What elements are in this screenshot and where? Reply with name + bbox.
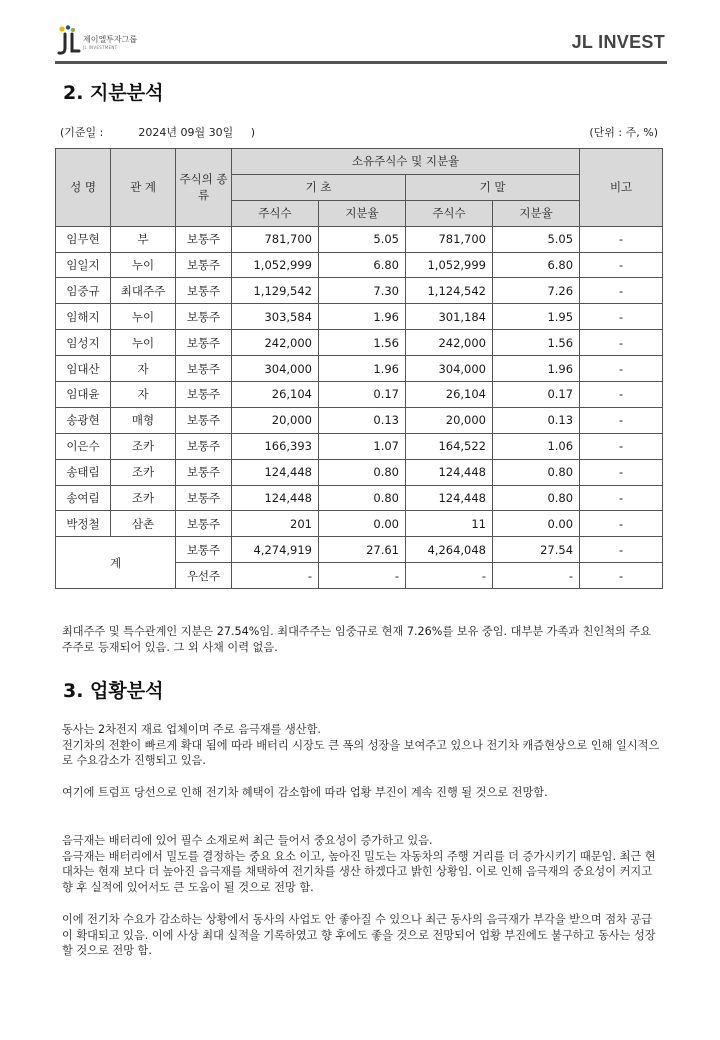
cell-end-shares: 242,000 <box>406 330 493 356</box>
cell-begin-ratio: 5.05 <box>319 226 406 252</box>
table-row <box>56 433 663 459</box>
cell-relation: 삼촌 <box>111 511 176 537</box>
cell-relation: 누이 <box>111 330 176 356</box>
total-label: 계 <box>56 537 176 589</box>
cell-name: 송여림 <box>56 485 111 511</box>
cell-stock-type: 보통주 <box>176 278 232 304</box>
cell-begin-shares: 124,448 <box>232 459 319 485</box>
cell-name: 임해지 <box>56 304 111 330</box>
cell-begin-shares: 304,000 <box>232 356 319 382</box>
cell-end-ratio: 1.96 <box>493 356 580 382</box>
cell-end-ratio: 1.95 <box>493 304 580 330</box>
table-row <box>56 356 663 382</box>
cell-stock-type: 우선주 <box>176 563 232 589</box>
header-end-shares: 주식수 <box>406 200 493 226</box>
cell-begin-ratio: 6.80 <box>319 252 406 278</box>
industry-paragraph-4: 이에 전기차 수요가 감소하는 상황에서 동사의 사업도 안 좋아질 수 있으나 최근 동사의 음극재가 부각을 받으며 점차 공급이 확대되고 있음. 이에 사상 최대 실적을 기록하였고 향 후에도 좋을 것으로 전망되어 업황 부진에도 불구하고 동사는 성장 할 것으로 전망 함. <box>62 913 656 957</box>
cell-begin-ratio: 0.17 <box>319 382 406 408</box>
cell-end-shares: - <box>406 563 493 589</box>
logo-text: 제이엘투자그룹 <box>83 35 138 44</box>
cell-begin-shares: 26,104 <box>232 382 319 408</box>
cell-relation: 조카 <box>111 433 176 459</box>
cell-end-shares: 304,000 <box>406 356 493 382</box>
cell-name: 임무현 <box>56 226 111 252</box>
table-row <box>56 252 663 278</box>
header-end-ratio: 지분율 <box>493 200 580 226</box>
cell-note: - <box>580 537 663 563</box>
company-logo <box>55 24 175 58</box>
table-row <box>56 304 663 330</box>
table-row <box>56 407 663 433</box>
cell-begin-shares: 1,052,999 <box>232 252 319 278</box>
cell-end-shares: 164,522 <box>406 433 493 459</box>
unit-label: (단위 : 주, %) <box>589 126 658 139</box>
cell-begin-ratio: 1.56 <box>319 330 406 356</box>
cell-name: 임중규 <box>56 278 111 304</box>
cell-begin-shares: 20,000 <box>232 407 319 433</box>
cell-begin-ratio: - <box>319 563 406 589</box>
cell-begin-ratio: 0.00 <box>319 511 406 537</box>
cell-stock-type: 보통주 <box>176 330 232 356</box>
cell-relation: 자 <box>111 382 176 408</box>
cell-end-shares: 124,448 <box>406 459 493 485</box>
jl-logo-icon <box>55 24 83 58</box>
cell-note: - <box>580 459 663 485</box>
cell-end-shares: 1,052,999 <box>406 252 493 278</box>
industry-paragraph-3 <box>62 833 660 895</box>
cell-note: - <box>580 382 663 408</box>
cell-name: 임성지 <box>56 330 111 356</box>
cell-begin-shares: 303,584 <box>232 304 319 330</box>
share-summary: 최대주주 및 특수관계인 지분은 27.54%임. 최대주주는 임중규로 현재 7.26%를 보유 중임. 대부분 가족과 친인척의 주요 주주로 등재되어 있음. 그 외 사채 이력 없음. <box>62 625 651 654</box>
cell-note: - <box>580 252 663 278</box>
cell-end-ratio: 7.26 <box>493 278 580 304</box>
header-holdings: 소유주식수 및 지분율 <box>232 149 580 175</box>
industry-paragraph-1 <box>62 722 660 769</box>
cell-name: 송태림 <box>56 459 111 485</box>
cell-relation: 조카 <box>111 459 176 485</box>
cell-begin-shares: 1,129,542 <box>232 278 319 304</box>
cell-stock-type: 보통주 <box>176 407 232 433</box>
cell-begin-shares: 201 <box>232 511 319 537</box>
cell-note: - <box>580 356 663 382</box>
logo-subtext: JL INVESTMENT <box>83 45 118 50</box>
cell-end-ratio: 5.05 <box>493 226 580 252</box>
cell-begin-shares: 242,000 <box>232 330 319 356</box>
cell-begin-ratio: 1.96 <box>319 356 406 382</box>
cell-begin-shares: 166,393 <box>232 433 319 459</box>
table-row <box>56 511 663 537</box>
header-relation: 관 계 <box>111 149 176 227</box>
cell-note: - <box>580 226 663 252</box>
base-date-label: (기준일 : <box>60 126 104 139</box>
section-title-industry-analysis: 3. 업황분석 <box>63 680 164 702</box>
cell-begin-ratio: 0.80 <box>319 485 406 511</box>
cell-name: 박정철 <box>56 511 111 537</box>
industry-p3-line1: 음극재는 배터리에 있어 필수 소재로써 최근 들어서 중요성이 증가하고 있음. <box>62 834 433 847</box>
table-row <box>56 382 663 408</box>
cell-stock-type: 보통주 <box>176 382 232 408</box>
header-begin-shares: 주식수 <box>232 200 319 226</box>
cell-begin-ratio: 1.96 <box>319 304 406 330</box>
cell-name: 이은수 <box>56 433 111 459</box>
header-stock-type: 주식의 종류 <box>176 149 232 227</box>
cell-note: - <box>580 278 663 304</box>
cell-end-ratio: 0.80 <box>493 485 580 511</box>
cell-end-ratio: 0.80 <box>493 459 580 485</box>
cell-note: - <box>580 485 663 511</box>
cell-stock-type: 보통주 <box>176 252 232 278</box>
shareholding-table <box>55 148 663 589</box>
cell-end-shares: 301,184 <box>406 304 493 330</box>
cell-stock-type: 보통주 <box>176 537 232 563</box>
cell-end-ratio: 27.54 <box>493 537 580 563</box>
cell-relation: 부 <box>111 226 176 252</box>
base-date-value: 2024년 09월 30일 <box>138 126 234 139</box>
industry-p3-line2: 음극재는 배터리에서 밀도를 결정하는 중요 요소 이고, 높아진 밀도는 자동차의 주행 거리를 더 증가시키기 때문임. 최근 현대차는 현재 보다 더 높아진 음극재를 채택하여 전기차를 생산 하겠다고 밝힌 상황임. 이로 인해 음극재의 중요성이 커지고 향 후 실적에 있어서도 큰 도움이 될 것으로 전망 함. <box>62 849 656 894</box>
cell-end-ratio: 0.00 <box>493 511 580 537</box>
page-header <box>55 24 667 64</box>
cell-begin-ratio: 0.80 <box>319 459 406 485</box>
cell-begin-shares: 4,274,919 <box>232 537 319 563</box>
cell-end-shares: 4,264,048 <box>406 537 493 563</box>
cell-note: - <box>580 330 663 356</box>
cell-stock-type: 보통주 <box>176 485 232 511</box>
header-name: 성 명 <box>56 149 111 227</box>
cell-end-ratio: 1.56 <box>493 330 580 356</box>
cell-relation: 매형 <box>111 407 176 433</box>
header-begin: 기 초 <box>232 174 406 200</box>
cell-end-shares: 1,124,542 <box>406 278 493 304</box>
section-title-share-analysis: 2. 지분분석 <box>63 82 164 104</box>
cell-stock-type: 보통주 <box>176 304 232 330</box>
industry-paragraph-2: 여기에 트럼프 당선으로 인해 전기차 혜택이 감소함에 따라 업황 부진이 계속 진행 될 것으로 전망함. <box>62 786 548 799</box>
cell-name: 송광현 <box>56 407 111 433</box>
cell-relation: 누이 <box>111 252 176 278</box>
cell-stock-type: 보통주 <box>176 511 232 537</box>
table-row <box>56 330 663 356</box>
cell-note: - <box>580 563 663 589</box>
cell-end-shares: 20,000 <box>406 407 493 433</box>
cell-end-ratio: 0.13 <box>493 407 580 433</box>
cell-relation: 최대주주 <box>111 278 176 304</box>
cell-note: - <box>580 407 663 433</box>
table-row <box>56 459 663 485</box>
shareholding-rows <box>56 226 663 588</box>
cell-begin-shares: 124,448 <box>232 485 319 511</box>
table-row <box>56 226 663 252</box>
cell-note: - <box>580 433 663 459</box>
cell-begin-shares: 781,700 <box>232 226 319 252</box>
cell-end-ratio: 0.17 <box>493 382 580 408</box>
cell-stock-type: 보통주 <box>176 433 232 459</box>
cell-stock-type: 보통주 <box>176 356 232 382</box>
cell-begin-ratio: 7.30 <box>319 278 406 304</box>
cell-relation: 조카 <box>111 485 176 511</box>
cell-stock-type: 보통주 <box>176 226 232 252</box>
brand-name: JL INVEST <box>571 32 665 52</box>
cell-end-shares: 124,448 <box>406 485 493 511</box>
cell-end-ratio: 1.06 <box>493 433 580 459</box>
cell-note: - <box>580 304 663 330</box>
table-row <box>56 278 663 304</box>
industry-p1-line1: 동사는 2차전지 재료 업체이며 주로 음극재를 생산함. <box>62 723 321 736</box>
total-row <box>56 537 663 563</box>
cell-begin-ratio: 27.61 <box>319 537 406 563</box>
header-note: 비고 <box>580 149 663 227</box>
cell-stock-type: 보통주 <box>176 459 232 485</box>
header-begin-ratio: 지분율 <box>319 200 406 226</box>
header-end: 기 말 <box>406 174 580 200</box>
base-date-close: ) <box>250 126 255 139</box>
industry-p1-line2: 전기차의 전환이 빠르게 확대 됨에 따라 배터리 시장도 큰 폭의 성장을 보여주고 있으나 전기차 캐즘현상으로 인해 일시적으로 수요감소가 진행되고 있음. <box>62 738 660 767</box>
cell-end-shares: 26,104 <box>406 382 493 408</box>
cell-name: 임일지 <box>56 252 111 278</box>
cell-begin-ratio: 0.13 <box>319 407 406 433</box>
cell-name: 임대윤 <box>56 382 111 408</box>
cell-begin-shares: - <box>232 563 319 589</box>
cell-name: 임대산 <box>56 356 111 382</box>
cell-end-shares: 11 <box>406 511 493 537</box>
table-row <box>56 485 663 511</box>
cell-end-ratio: 6.80 <box>493 252 580 278</box>
cell-relation: 누이 <box>111 304 176 330</box>
cell-end-shares: 781,700 <box>406 226 493 252</box>
header-divider <box>55 61 667 64</box>
cell-relation: 자 <box>111 356 176 382</box>
cell-begin-ratio: 1.07 <box>319 433 406 459</box>
cell-note: - <box>580 511 663 537</box>
cell-end-ratio: - <box>493 563 580 589</box>
base-date <box>60 124 255 140</box>
